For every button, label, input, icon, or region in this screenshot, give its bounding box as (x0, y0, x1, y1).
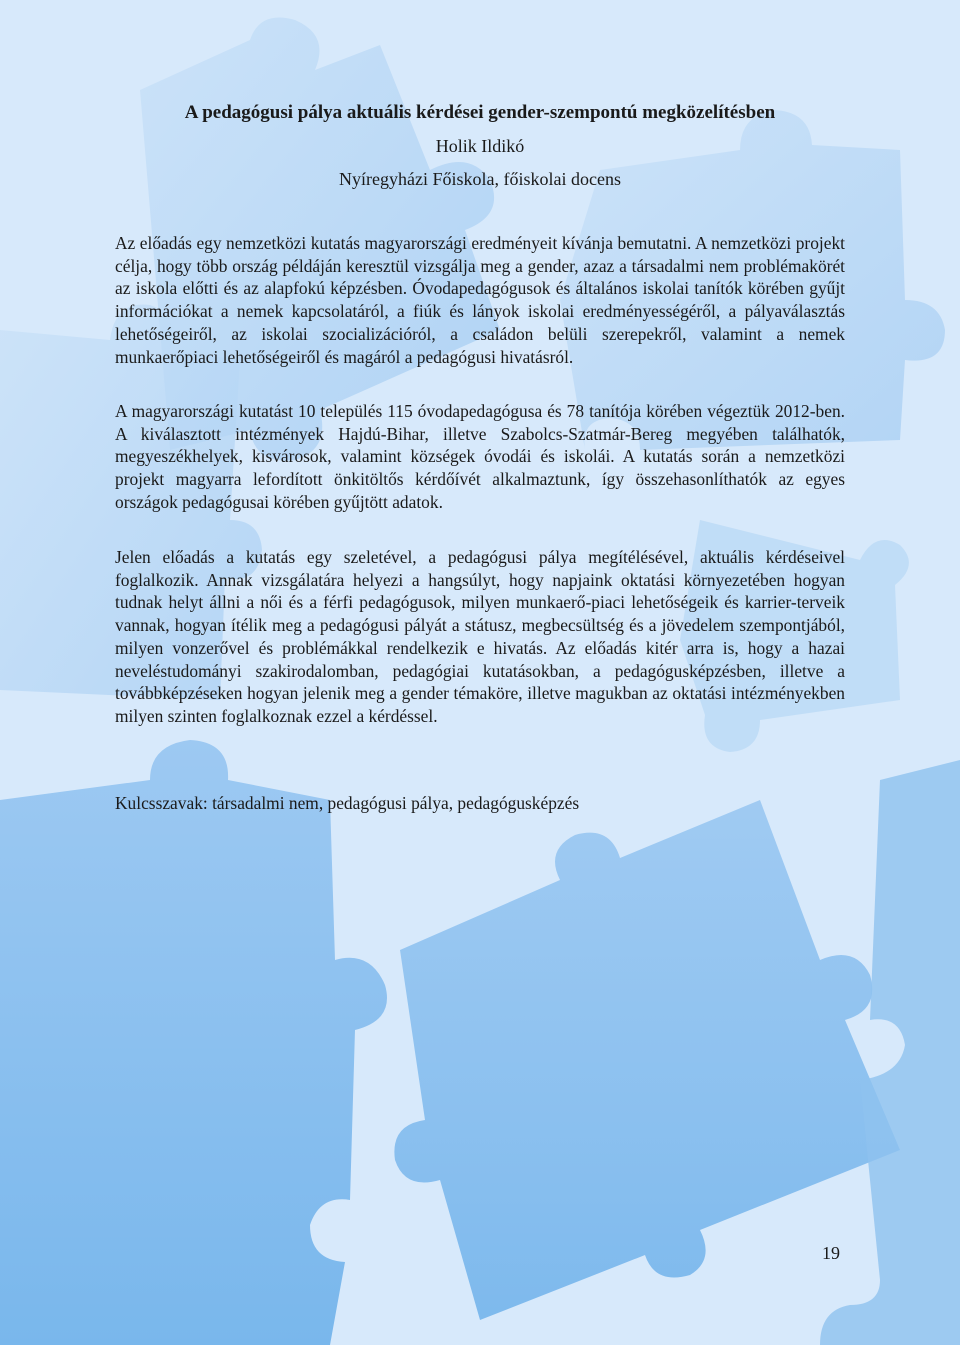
abstract-paragraph-2: A magyarországi kutatást 10 település 115 óvodapedagógusa és 78 tanítója körében végeztük 2012-ben. A kiválasztott intézmények Hajdú-Bihar, illetve Szabolcs-Szatmár-Bereg megyében találhatók, megyeszékhelyek, kisvárosok, valamint községek óvodái és iskolái. A kutatás során a nemzetközi projekt magyarra lefordított önkitöltős kérdőívét alkalmaztunk, így összehasonlíthatók az egyes országok pedagógusai körében gyűjtött adatok. (115, 401, 845, 512)
puzzle-piece-bottom-left (0, 740, 387, 1345)
abstract-paragraph-1: Az előadás egy nemzetközi kutatás magyarországi eredményeit kívánja bemutatni. A nemzetközi projekt célja, hogy több ország példáján keresztül vizsgálja meg a gender, azaz a társadalmi nem problémakörét az iskola előtti és az alapfokú képzésben. Óvodapedagógusok és általános iskolai tanítók körében gyűjt információkat a nemek kapcsolatáról, a fiúk és lányok iskolai eredményességéről, a pályaválasztás lehetőségeiről, az iskolai szocializációról, a családon belüli szerepekről, valamint a nemek munkaerőpiaci lehetőségeiről és magáról a pedagógusi hivatásról. (115, 233, 845, 367)
keywords-label: Kulcsszavak: (115, 793, 208, 813)
abstract-paragraph-3: Jelen előadás a kutatás egy szeletével, a pedagógusi pálya megítélésével, aktuális kérdéseivel foglalkozik. Annak vizsgálatára helyezi a hangsúlyt, hogy napjaink oktatási környezetében hogyan tudnak helyt állni a női és a férfi pedagógusok, milyen munkaerő-piaci lehetőségeik és karrier-terveik vannak, hogyan ítélik meg a pedagógusi pályát a státusz, megbecsültség és a jövedelem szempontjából, milyen vonzerővel és problémákkal rendelkezik e hivatás. Az előadás kitér arra is, hogy a hazai neveléstudományi szakirodalomban, pedagógiai kutatásokban, a pedagógusképzésben, illetve a továbbképzéseken hogyan jelenik meg a gender témaköre, illetve magukban az oktatási intézményekben milyen szinten foglalkoznak ezzel a kérdéssel. (115, 547, 845, 726)
author-affiliation: Nyíregyházi Főiskola, főiskolai docens (339, 169, 621, 189)
document-title: A pedagógusi pálya aktuális kérdései gender-szempontú megközelítésben (184, 102, 776, 123)
author-name: Holik Ildikó (435, 136, 525, 156)
puzzle-piece-bottom-center (394, 800, 900, 1320)
page-number: 19 (822, 1243, 840, 1263)
keywords-list: társadalmi nem, pedagógusi pálya, pedagógusképzés (212, 793, 580, 813)
keywords-line (115, 792, 845, 815)
